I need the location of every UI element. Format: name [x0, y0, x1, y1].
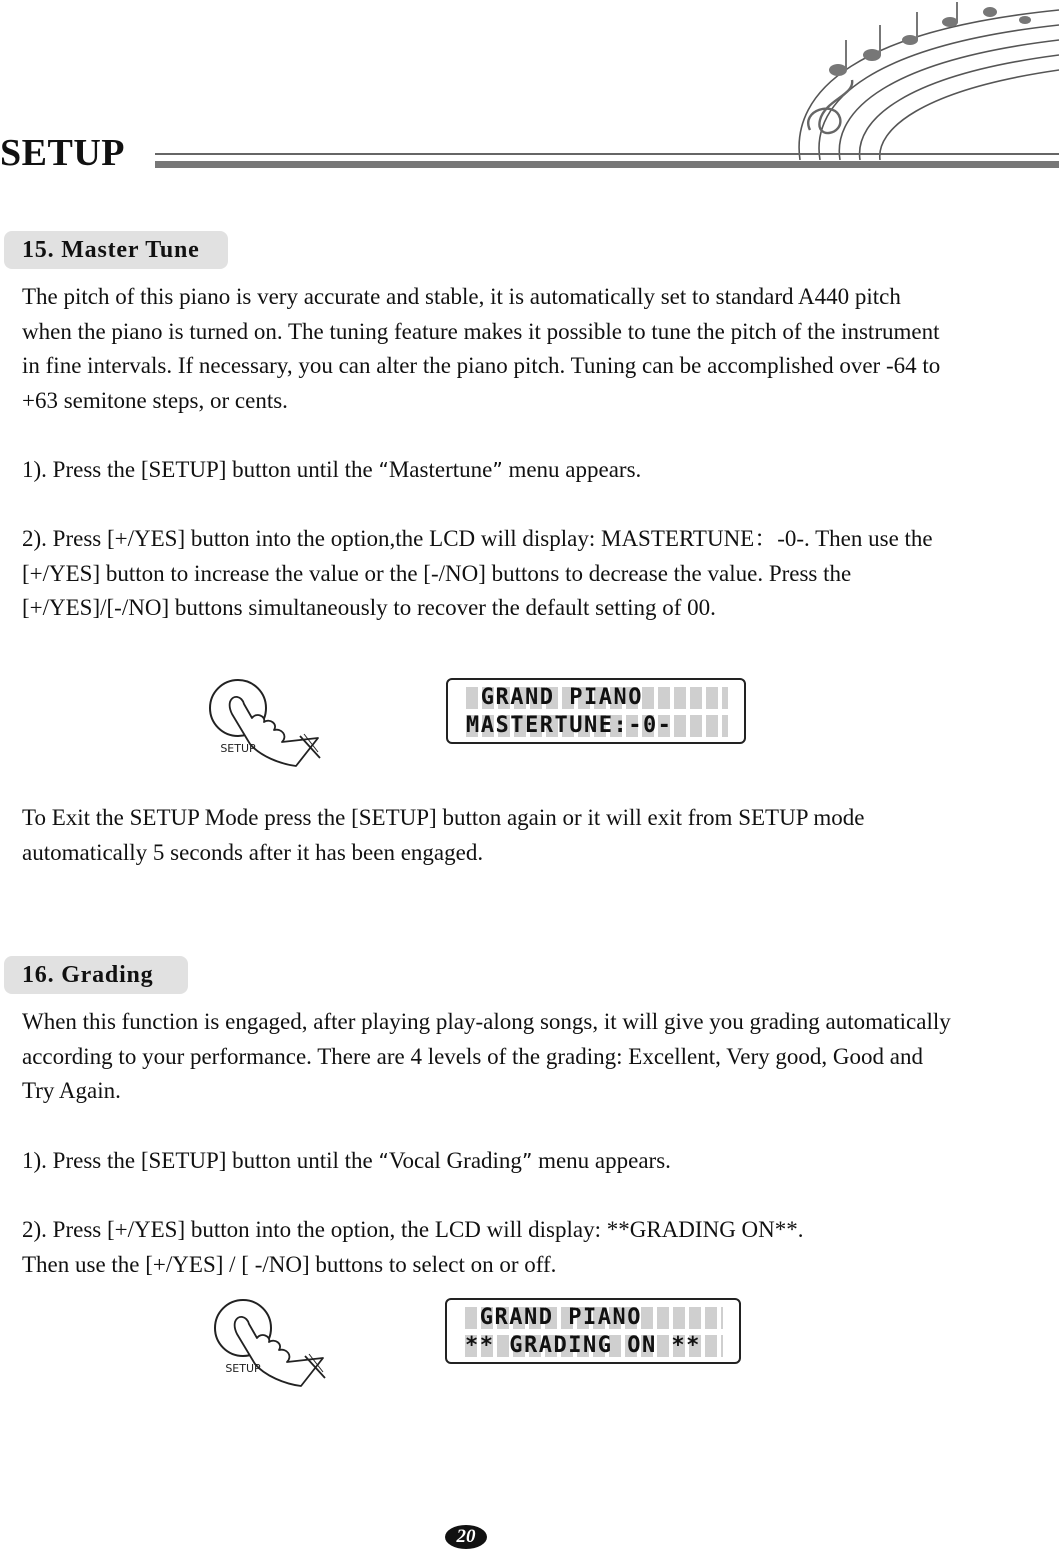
section-heading-master-tune: 15. Master Tune: [4, 231, 228, 269]
master-tune-step-2: 2). Press [+/YES] button into the option,the LCD will display: MASTERTUNE：-0-. Then use the [+/YES] button to increase the value or the [-/NO] buttons to decrease the value. Press the [+/YES]/[-/NO] buttons simultaneously to recover the default setting of 00.: [22, 526, 933, 621]
setup-button-press-icon: [205, 1292, 335, 1392]
grading-step-2: 2). Press [+/YES] button into the option, the LCD will display: **GRADING ON**. Then use the [+/YES] / [ -/NO] buttons to select on or off.: [22, 1217, 804, 1277]
lcd-line-1: GRAND PIANO: [466, 684, 728, 712]
exit-setup-note: To Exit the SETUP Mode press the [SETUP] button again or it will exit from SETUP mode automatically 5 seconds after it has been engaged.: [22, 805, 865, 865]
grading-intro: When this function is engaged, after playing play-along songs, it will give you grading automatically according to your performance. There are 4 levels of the grading: Excellent, Very good, Good and Try Again.: [22, 1009, 951, 1104]
lcd-line-2: MASTERTUNE:-0-: [466, 712, 728, 740]
grading-step-1: 1). Press the [SETUP] button until the “Vocal Grading” menu appears.: [22, 1148, 671, 1173]
setup-button-press-icon: [200, 672, 330, 772]
section-heading-grading: 16. Grading: [4, 956, 188, 994]
menu-name-vocal-grading: Vocal Grading: [388, 1148, 522, 1173]
page-number: 20: [445, 1525, 487, 1549]
page-title: SETUP: [0, 132, 125, 174]
lcd-display-grading: [445, 1298, 741, 1364]
music-notes-swirl-icon: [780, 0, 1059, 160]
lcd-line-2: ** GRADING ON **: [465, 1332, 723, 1360]
setup-button-label: SETUP: [220, 742, 256, 755]
lcd-line-1: GRAND PIANO: [465, 1304, 723, 1332]
setup-button-label: SETUP: [225, 1362, 261, 1375]
title-rule: [155, 153, 1059, 171]
master-tune-step-1: 1). Press the [SETUP] button until the “Mastertune” menu appears.: [22, 457, 642, 482]
menu-name-mastertune: Mastertune: [388, 457, 493, 482]
lcd-display-mastertune: [446, 678, 746, 744]
master-tune-intro: The pitch of this piano is very accurate and stable, it is automatically set to standard A440 pitch when the piano is turned on. The tuning feature makes it possible to tune the pitch of the instrument in fine intervals. If necessary, you can alter the piano pitch. Tuning can be accomplished over -64 to +63 semitone steps, or cents.: [22, 284, 941, 413]
